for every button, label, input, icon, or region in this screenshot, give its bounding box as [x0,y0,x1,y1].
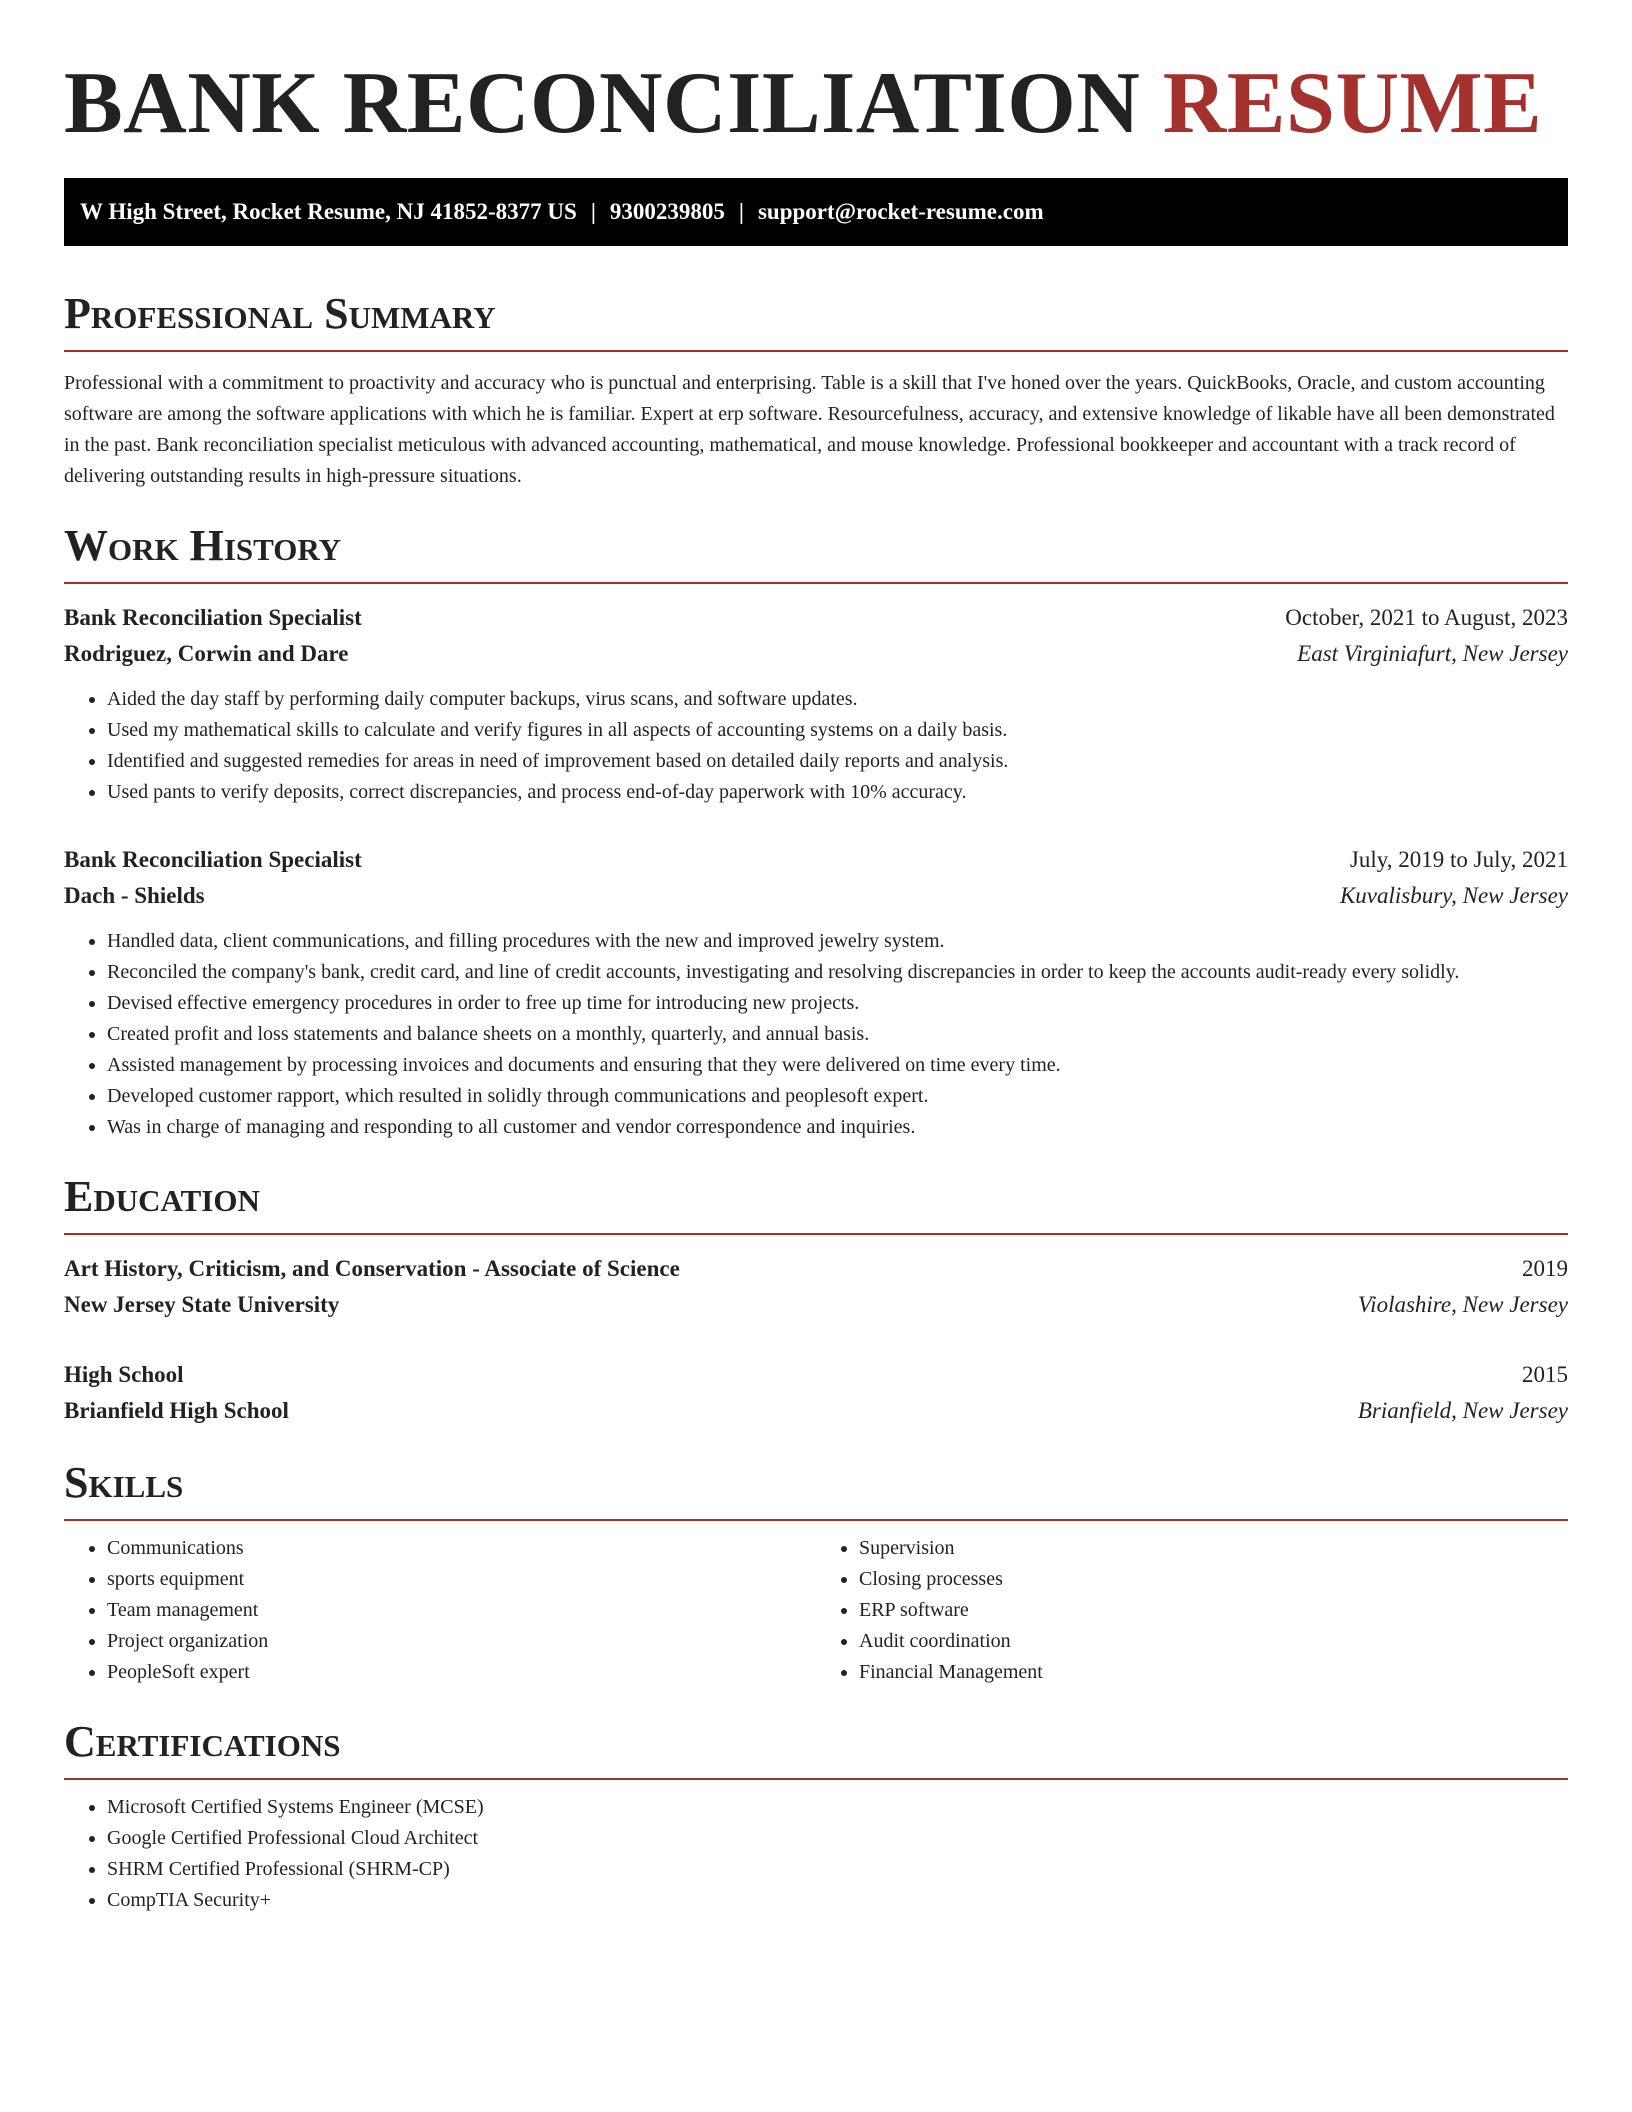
skill-item: • Team management [107,1595,816,1626]
skill-item: • PeopleSoft expert [107,1657,816,1688]
skill-item: • Project organization [107,1626,816,1657]
contact-separator: | [590,199,596,224]
certification-item: • Microsoft Certified Systems Engineer (MCSE) [107,1792,1568,1823]
certifications-heading: Certifications [64,1717,341,1766]
skill-item: • Financial Management [859,1657,1568,1688]
skills-heading: Skills [64,1458,184,1507]
section-divider [64,1519,1568,1521]
certification-item: • Google Certified Professional Cloud Architect [107,1823,1568,1854]
skills-list-left [64,1533,816,1688]
job-company: Dach - Shields [64,883,205,908]
section-divider [64,1233,1568,1235]
contact-email: support@rocket-resume.com [757,199,1044,224]
job-duties-list [64,684,1568,808]
education-school-row [64,1287,1568,1323]
job-entry [64,600,1568,808]
job-location: East Virginiafurt, New Jersey [1297,641,1568,666]
education-location: Brianfield, New Jersey [1357,1398,1568,1423]
job-company-row [64,636,1568,672]
skills-section [64,1459,1568,1688]
job-duty: • Was in charge of managing and responding to all customer and vendor correspondence and inquiries. [107,1112,1568,1143]
education-heading: Education [64,1172,260,1221]
section-divider [64,350,1568,352]
job-title: Bank Reconciliation Specialist [64,847,362,872]
skill-item: • sports equipment [107,1564,816,1595]
job-duty: • Used my mathematical skills to calculate and verify figures in all aspects of accounting systems on a daily basis. [107,715,1568,746]
education-header-row [64,1251,1568,1287]
certification-item: • CompTIA Security+ [107,1885,1568,1916]
education-school: New Jersey State University [64,1292,340,1317]
job-title: Bank Reconciliation Specialist [64,605,362,630]
skills-grid [64,1533,1568,1688]
certifications-list [64,1792,1568,1916]
job-duty: • Handled data, client communications, and filling procedures with the new and improved jewelry system. [107,926,1568,957]
certifications-section [64,1718,1568,1916]
education-degree: Art History, Criticism, and Conservation - Associate of Science [64,1256,680,1281]
title-main: BANK RECONCILIATION [64,55,1141,152]
summary-text: Professional with a commitment to proactivity and accuracy who is punctual and enterprising. Table is a skill that I've honed over the years. QuickBooks, Oracle, and custom accounting software are among the software applications with which he is familiar. Expert at erp software. Resourcefulness, accuracy, and extensive knowledge of likable have all been demonstrated in the past. Bank reconciliation specialist meticulous with advanced accounting, mathematical, and mouse knowledge. Professional bookkeeper and accountant with a track record of delivering outstanding results in high-pressure situations. [64,372,1555,487]
job-duties-list [64,926,1568,1143]
job-duty: • Reconciled the company's bank, credit card, and line of credit accounts, investigating and resolving discrepancies in order to keep the accounts audit-ready every solidly. [107,957,1568,988]
education-header-row [64,1357,1568,1393]
job-header-row [64,842,1568,878]
skill-item: • Supervision [859,1533,1568,1564]
skill-item: • Communications [107,1533,816,1564]
job-duty: • Aided the day staff by performing daily computer backups, virus scans, and software updates. [107,684,1568,715]
contact-separator: | [738,199,744,224]
work-history-heading: Work History [64,521,342,570]
skills-list-right [816,1533,1568,1688]
job-duty: • Identified and suggested remedies for areas in need of improvement based on detailed daily reports and analysis. [107,746,1568,777]
summary-heading: Professional Summary [64,289,496,338]
job-entry [64,842,1568,1143]
summary-section [64,290,1568,492]
job-dates: July, 2019 to July, 2021 [1349,847,1568,872]
education-entry [64,1251,1568,1323]
certification-item: • SHRM Certified Professional (SHRM-CP) [107,1854,1568,1885]
skill-item: • ERP software [859,1595,1568,1626]
job-header-row [64,600,1568,636]
job-duty: • Assisted management by processing invoices and documents and ensuring that they were delivered on time every time. [107,1050,1568,1081]
job-duty: • Devised effective emergency procedures in order to free up time for introducing new projects. [107,988,1568,1019]
contact-bar [64,178,1568,246]
section-divider [64,582,1568,584]
education-location: Violashire, New Jersey [1357,1292,1568,1317]
skill-item: • Closing processes [859,1564,1568,1595]
job-duty: • Developed customer rapport, which resulted in solidly through communications and peoplesoft expert. [107,1081,1568,1112]
education-degree: High School [64,1362,184,1387]
job-company: Rodriguez, Corwin and Dare [64,641,349,666]
education-year: 2019 [1522,1256,1568,1281]
title-accent: RESUME [1162,55,1543,152]
education-entry [64,1357,1568,1429]
education-school-row [64,1393,1568,1429]
job-company-row [64,878,1568,914]
contact-address: W High Street, Rocket Resume, NJ 41852-8377 US [80,199,577,224]
contact-phone: 9300239805 [609,199,725,224]
skill-item: • Audit coordination [859,1626,1568,1657]
education-school: Brianfield High School [64,1398,289,1423]
job-dates: October, 2021 to August, 2023 [1285,605,1568,630]
education-year: 2015 [1522,1362,1568,1387]
job-location: Kuvalisbury, New Jersey [1339,883,1568,908]
job-duty: • Used pants to verify deposits, correct discrepancies, and process end-of-day paperwork with 10% accuracy. [107,777,1568,808]
job-duty: • Created profit and loss statements and balance sheets on a monthly, quarterly, and annual basis. [107,1019,1568,1050]
resume-title [64,54,1568,154]
education-section [64,1173,1568,1429]
work-history-section [64,522,1568,1143]
section-divider [64,1778,1568,1780]
